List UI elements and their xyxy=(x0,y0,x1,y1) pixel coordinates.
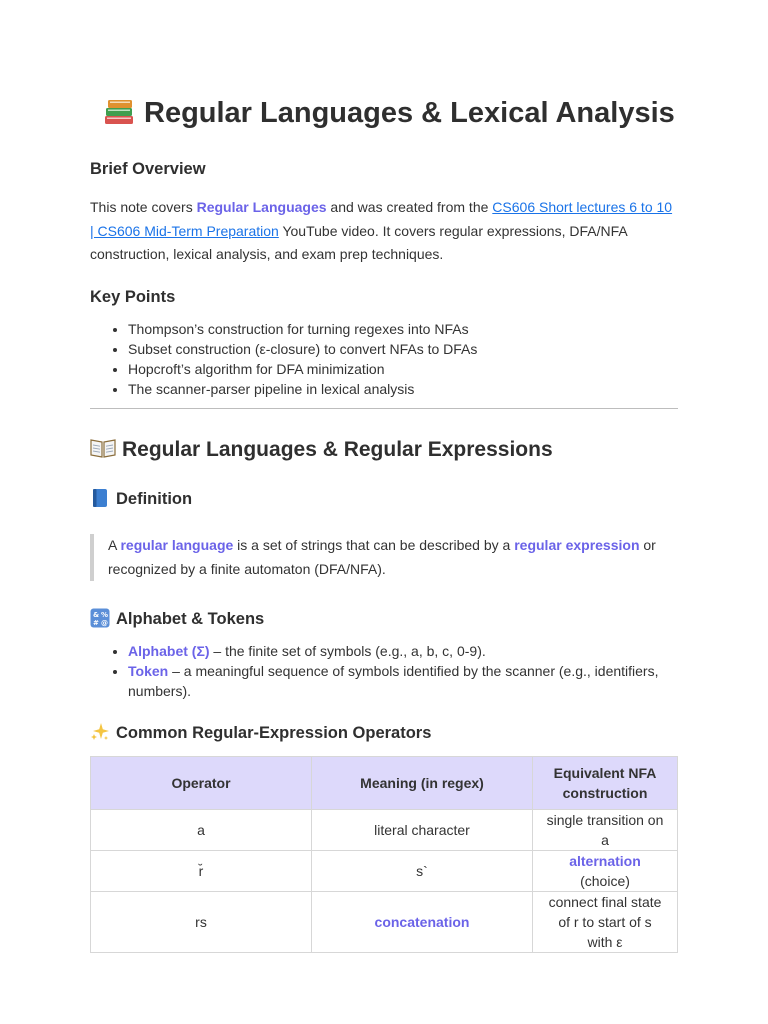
column-header: Operator xyxy=(91,757,312,810)
alphabet-term[interactable]: Alphabet (Σ) xyxy=(128,643,210,659)
table-cell: single transition on a xyxy=(533,810,678,851)
list-item: • Hopcroft’s algorithm for DFA minimization xyxy=(128,359,678,379)
regular-language-term[interactable]: regular language xyxy=(120,537,234,553)
definition-heading: Definition xyxy=(90,488,192,509)
table-cell: connect final state of r to start of s with ε xyxy=(533,892,678,953)
key-points-heading: Key Points xyxy=(90,288,176,306)
concatenation-term[interactable]: concatenation xyxy=(374,914,470,930)
alphabet-tokens-list xyxy=(90,641,678,701)
list-item: • Subset construction (ε-closure) to convert NFAs to DFAs xyxy=(128,339,678,359)
symbols-icon xyxy=(90,608,110,628)
table-cell xyxy=(312,892,533,953)
column-header: Meaning (in regex) xyxy=(312,757,533,810)
blue-book-icon xyxy=(90,488,110,508)
operators-table xyxy=(90,756,678,953)
definition-quote: A regular language is a set of strings that can be described by a regular expression or recognized by a finite automaton (DFA/NFA). xyxy=(90,534,678,581)
table-header-row xyxy=(91,757,678,810)
section-heading: Regular Languages & Regular Expressions xyxy=(90,436,553,462)
topic-tag[interactable]: Regular Languages xyxy=(196,199,327,215)
section-divider xyxy=(90,408,678,409)
list-item: • Alphabet (Σ) – the finite set of symbols (e.g., a, b, c, 0-9). xyxy=(128,641,678,661)
regular-expression-term[interactable]: regular expression xyxy=(514,537,640,553)
token-term[interactable]: Token xyxy=(128,663,169,679)
page-title xyxy=(102,94,675,130)
svg-text:&: & xyxy=(93,611,100,619)
operators-heading: Common Regular-Expression Operators xyxy=(90,722,431,743)
table-cell: r̆ xyxy=(91,851,312,892)
table-cell: rs xyxy=(91,892,312,953)
source-video-link[interactable]: CS606 Short lectures 6 to 10 | CS606 Mid-Term Preparation xyxy=(90,199,673,239)
list-item: • The scanner-parser pipeline in lexical analysis xyxy=(128,379,678,399)
alphabet-tokens-heading: & % # @ Alphabet & Tokens xyxy=(90,608,264,629)
alternation-term[interactable]: alternation xyxy=(569,853,641,869)
table-row xyxy=(91,810,678,851)
table-cell: a xyxy=(91,810,312,851)
svg-text:#: # xyxy=(93,619,99,627)
overview-paragraph: This note covers Regular Languages and was created from the CS606 Short lectures 6 to 10 | CS606 Mid-Term Preparation YouTube video. It covers regular expressions, DFA/NFA construction, lexical analysis, and exam prep techniques. xyxy=(90,199,673,262)
table-cell: literal character xyxy=(312,810,533,851)
sparkles-icon xyxy=(90,722,110,742)
books-icon xyxy=(102,94,136,128)
svg-text:%: % xyxy=(101,611,109,619)
page-title-text: Regular Languages & Lexical Analysis xyxy=(144,97,675,129)
key-points-list xyxy=(90,319,678,399)
table-cell: s` xyxy=(312,851,533,892)
list-item: • Thompson’s construction for turning regexes into NFAs xyxy=(128,319,678,339)
table-row xyxy=(91,851,678,892)
table-cell: alternation (choice) xyxy=(533,851,678,892)
brief-overview-heading: Brief Overview xyxy=(90,160,206,178)
list-item: • Token – a meaningful sequence of symbols identified by the scanner (e.g., identifiers, numbers). xyxy=(128,661,678,701)
svg-text:@: @ xyxy=(101,619,108,627)
open-book-icon xyxy=(90,436,116,460)
column-header: Equivalent NFA construction xyxy=(533,757,678,810)
table-row xyxy=(91,892,678,953)
